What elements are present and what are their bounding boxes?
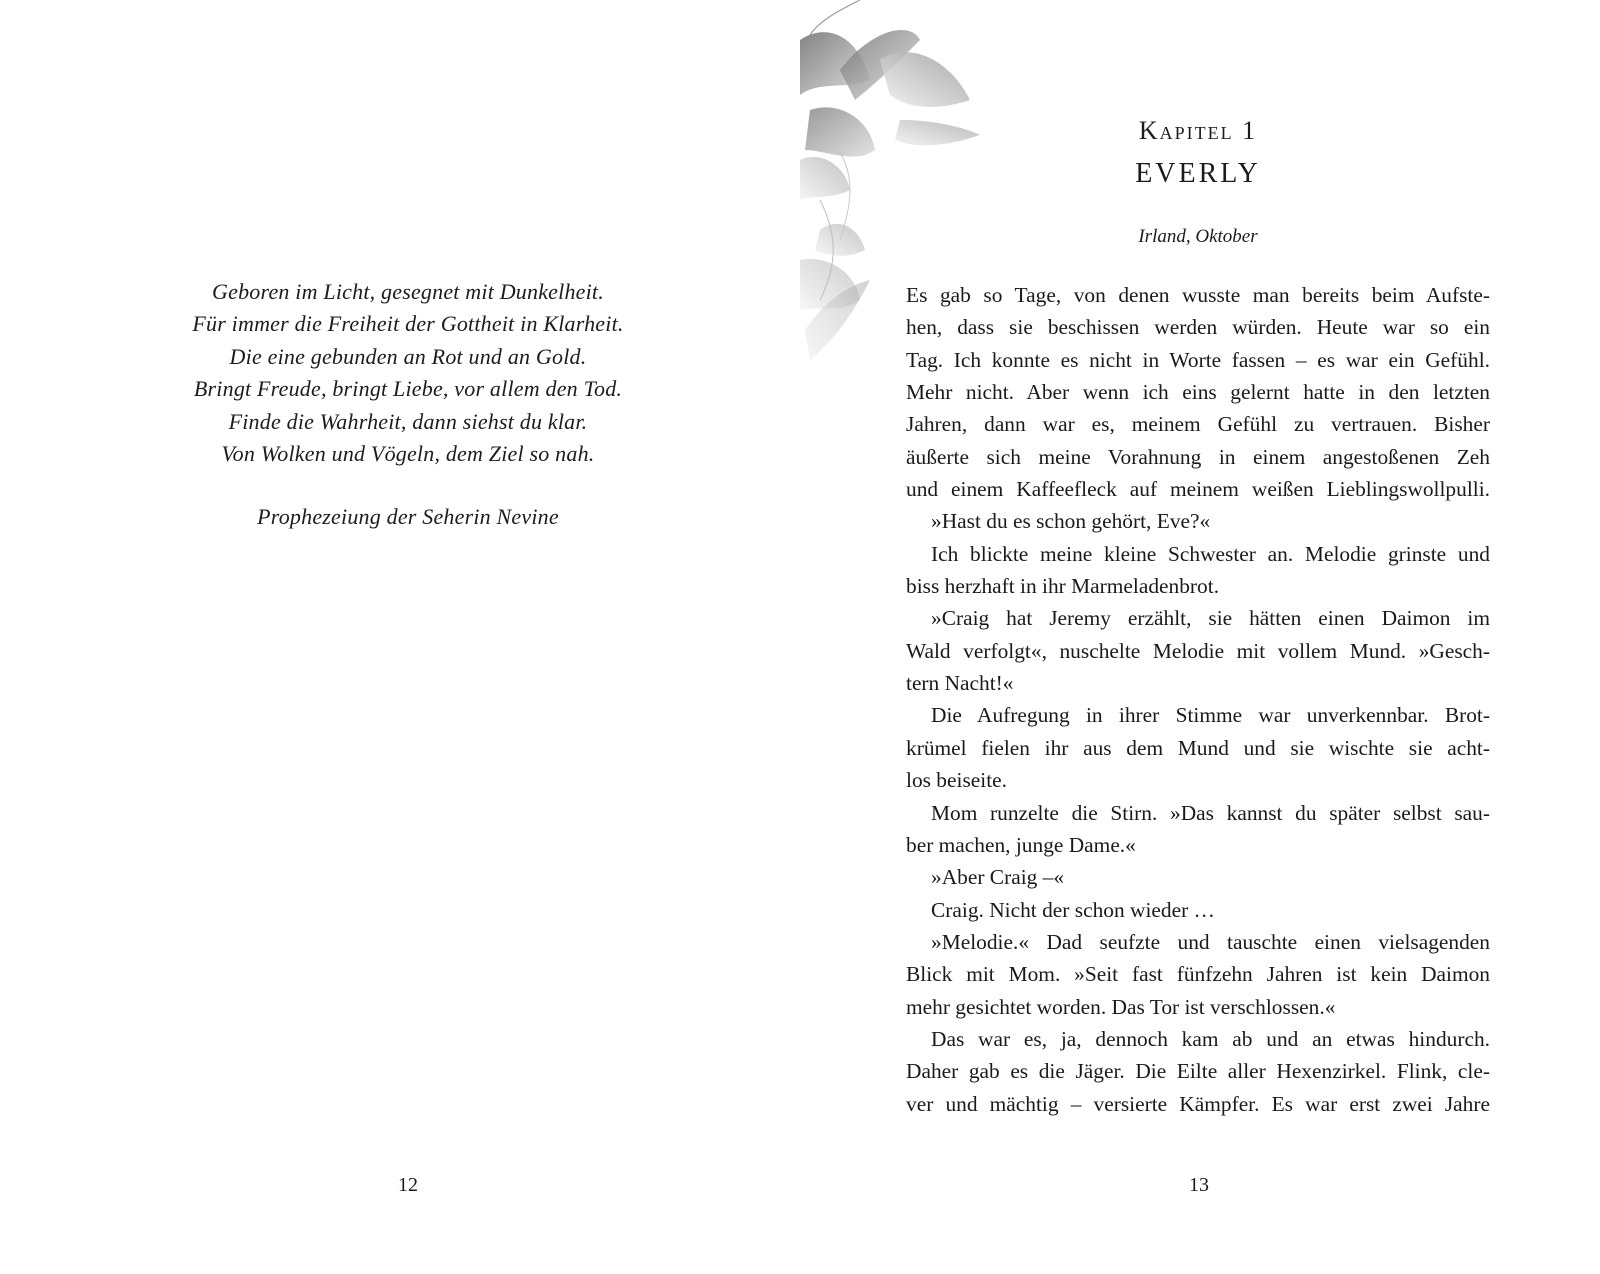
- chapter-title: EVERLY: [1135, 158, 1261, 189]
- text-line: tern Nacht!«: [906, 671, 1014, 696]
- text-line: Mom runzelte die Stirn. »Das kannst du später selbst sau-: [931, 800, 1490, 825]
- text-line: Tag. Ich konnte es nicht in Worte fassen – es war ein Gefühl.: [906, 347, 1490, 372]
- text-line: Craig. Nicht der schon wieder …: [931, 897, 1215, 922]
- text-line: ver und mächtig – versierte Kämpfer. Es war erst zwei Jahre: [906, 1091, 1490, 1116]
- text-line: Ich blickte meine kleine Schwester an. Melodie grinste und: [931, 541, 1490, 566]
- text-line: Das war es, ja, dennoch kam ab und an etwas hindurch.: [931, 1026, 1490, 1051]
- text-line: Es gab so Tage, von denen wusste man bereits beim Aufste-: [906, 283, 1490, 307]
- page-number-left: 12: [398, 1174, 418, 1196]
- text-line: »Hast du es schon gehört, Eve?«: [931, 509, 1211, 534]
- text-line: »Melodie.« Dad seufzte und tauschte einen vielsagenden: [931, 929, 1490, 954]
- text-line: äußerte sich meine Vorahnung in einem angestoßenen Zeh: [906, 444, 1490, 469]
- text-line: Die Aufregung in ihrer Stimme war unverkennbar. Brot-: [931, 703, 1490, 728]
- text-line: Wald verfolgt«, nuschelte Melodie mit vollem Mund. »Gesch-: [906, 638, 1490, 663]
- text-line: Mehr nicht. Aber wenn ich eins gelernt hatte in den letzten: [906, 380, 1490, 405]
- text-line: »Craig hat Jeremy erzählt, sie hätten einen Daimon im: [931, 606, 1490, 631]
- text-line: los beiseite.: [906, 768, 1007, 793]
- poem-attribution: Prophezeiung der Seherin Nevine: [257, 504, 559, 529]
- page-number-right: 13: [1189, 1174, 1209, 1196]
- poem-line: Geboren im Licht, gesegnet mit Dunkelheit.: [212, 279, 604, 304]
- poem-line: Von Wolken und Vögeln, dem Ziel so nah.: [221, 441, 595, 467]
- chapter-label: Kapitel 1: [1138, 116, 1258, 145]
- poem-line: Die eine gebunden an Rot und an Gold.: [229, 343, 587, 369]
- text-line: Blick mit Mom. »Seit fast fünfzehn Jahren ist kein Daimon: [906, 962, 1490, 987]
- poem-line: Für immer die Freiheit der Gottheit in Klarheit.: [192, 311, 624, 337]
- prophecy-poem: [0, 276, 816, 470]
- right-page: [800, 0, 1600, 1274]
- text-line: und einem Kaffeefleck auf meinem weißen Lieblingswollpulli.: [906, 477, 1490, 502]
- text-line: Jahren, dann war es, meinem Gefühl zu vertrauen. Bisher: [906, 412, 1490, 437]
- chapter-place-date: Irland, Oktober: [1138, 226, 1258, 247]
- text-line: hen, dass sie beschissen werden würden. Heute war so ein: [906, 315, 1490, 340]
- poem-line: Finde die Wahrheit, dann siehst du klar.: [228, 408, 588, 434]
- text-line: Daher gab es die Jäger. Die Eilte aller Hexenzirkel. Flink, cle-: [906, 1059, 1490, 1084]
- poem-line: Bringt Freude, bringt Liebe, vor allem den Tod.: [193, 376, 623, 402]
- chapter-body-text: [906, 279, 1490, 1120]
- text-line: ber machen, junge Dame.«: [906, 832, 1136, 857]
- text-line: mehr gesichtet worden. Das Tor ist verschlossen.«: [906, 994, 1336, 1019]
- text-line: krümel fielen ihr aus dem Mund und sie wischte sie acht-: [906, 735, 1490, 760]
- text-line: »Aber Craig –«: [931, 865, 1065, 890]
- text-line: biss herzhaft in ihr Marmeladenbrot.: [906, 574, 1220, 599]
